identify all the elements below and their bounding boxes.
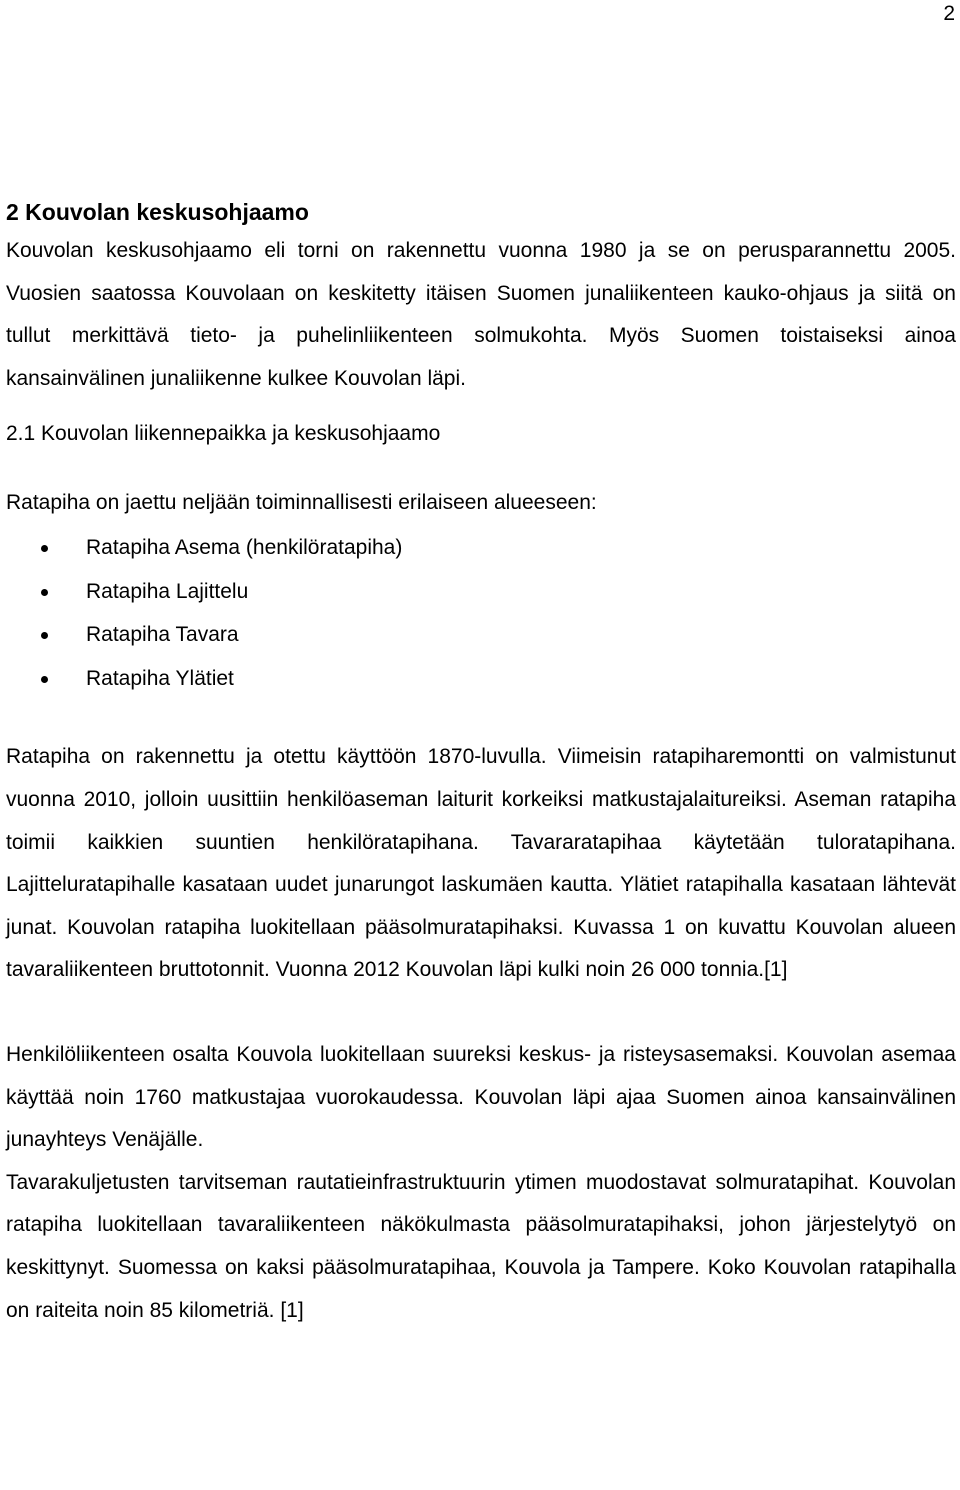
document-body (6, 196, 956, 1332)
bullet-icon (41, 632, 48, 639)
bullet-icon (41, 676, 48, 683)
list-item: Ratapiha Tavara (6, 613, 956, 657)
intro-paragraph: Kouvolan keskusohjaamo eli torni on rakennettu vuonna 1980 ja se on perusparannettu 2005. Vuosien saatossa Kouvolaan on keskitetty itäisen Suomen junaliikenteen kauko-ohjaus ja siitä on tullut merkittävä tieto- ja puhelinliikenteen solmukohta. Myös Suomen toistaiseksi ainoa kansainvälinen junaliikenne kulkee Kouvolan läpi. (6, 239, 956, 390)
freight-paragraph: Tavarakuljetusten tarvitseman rautatieinfrastruktuurin ytimen muodostavat solmuratapihat. Kouvolan ratapiha luokitellaan tavaraliikenteen näkökulmasta pääsolmuratapihaksi, johon järjestelytyö on keskittynyt. Suomessa on kaksi pääsolmuratapihaa, Kouvola ja Tampere. Koko Kouvolan ratapihalla on raiteita noin 85 kilometriä. [1] (6, 1170, 956, 1322)
history-paragraph: Ratapiha on rakennettu ja otettu käyttöön 1870-luvulla. Viimeisin ratapiharemontti on valmistunut vuonna 2010, jolloin uusittiin henkilöaseman laiturit korkeiksi matkustajalaitureiksi. Aseman ratapiha toimii kaikkien suuntien henkilöratapihana. Tavararatapihaa käytetään tuloratapihana. Lajitteluratapihalle kasataan uudet junarungot laskumäen kautta. Ylätiet ratapihalla kasataan lähtevät junat. Kouvolan ratapiha luokitellaan pääsolmuratapihaksi. Kuvassa 1 on kuvattu Kouvolan alueen tavaraliikenteen bruttotonnit. Vuonna 2012 Kouvolan läpi kulki noin 26 000 tonnia.[1] (6, 745, 956, 982)
page-number: 2 (943, 2, 955, 25)
yard-area-list (6, 526, 956, 700)
list-item: Ratapiha Ylätiet (6, 657, 956, 701)
passenger-paragraph: Henkilöliikenteen osalta Kouvola luokitellaan suureksi keskus- ja risteysasemaksi. Kouvolan asemaa käyttää noin 1760 matkustajaa vuorokaudessa. Kouvolan läpi ajaa Suomen ainoa kansainvälinen junayhteys Venäjälle. (6, 1042, 956, 1152)
bullet-icon (41, 589, 48, 596)
list-intro: Ratapiha on jaettu neljään toiminnallisesti erilaiseen alueeseen: (6, 491, 597, 515)
list-item: Ratapiha Lajittelu (6, 570, 956, 614)
list-item: Ratapiha Asema (henkilöratapiha) (6, 526, 956, 570)
bullet-icon (41, 545, 48, 552)
subsection-heading: 2.1 Kouvolan liikennepaikka ja keskusohjaamo (6, 422, 441, 446)
section-heading: 2 Kouvolan keskusohjaamo (6, 199, 309, 225)
